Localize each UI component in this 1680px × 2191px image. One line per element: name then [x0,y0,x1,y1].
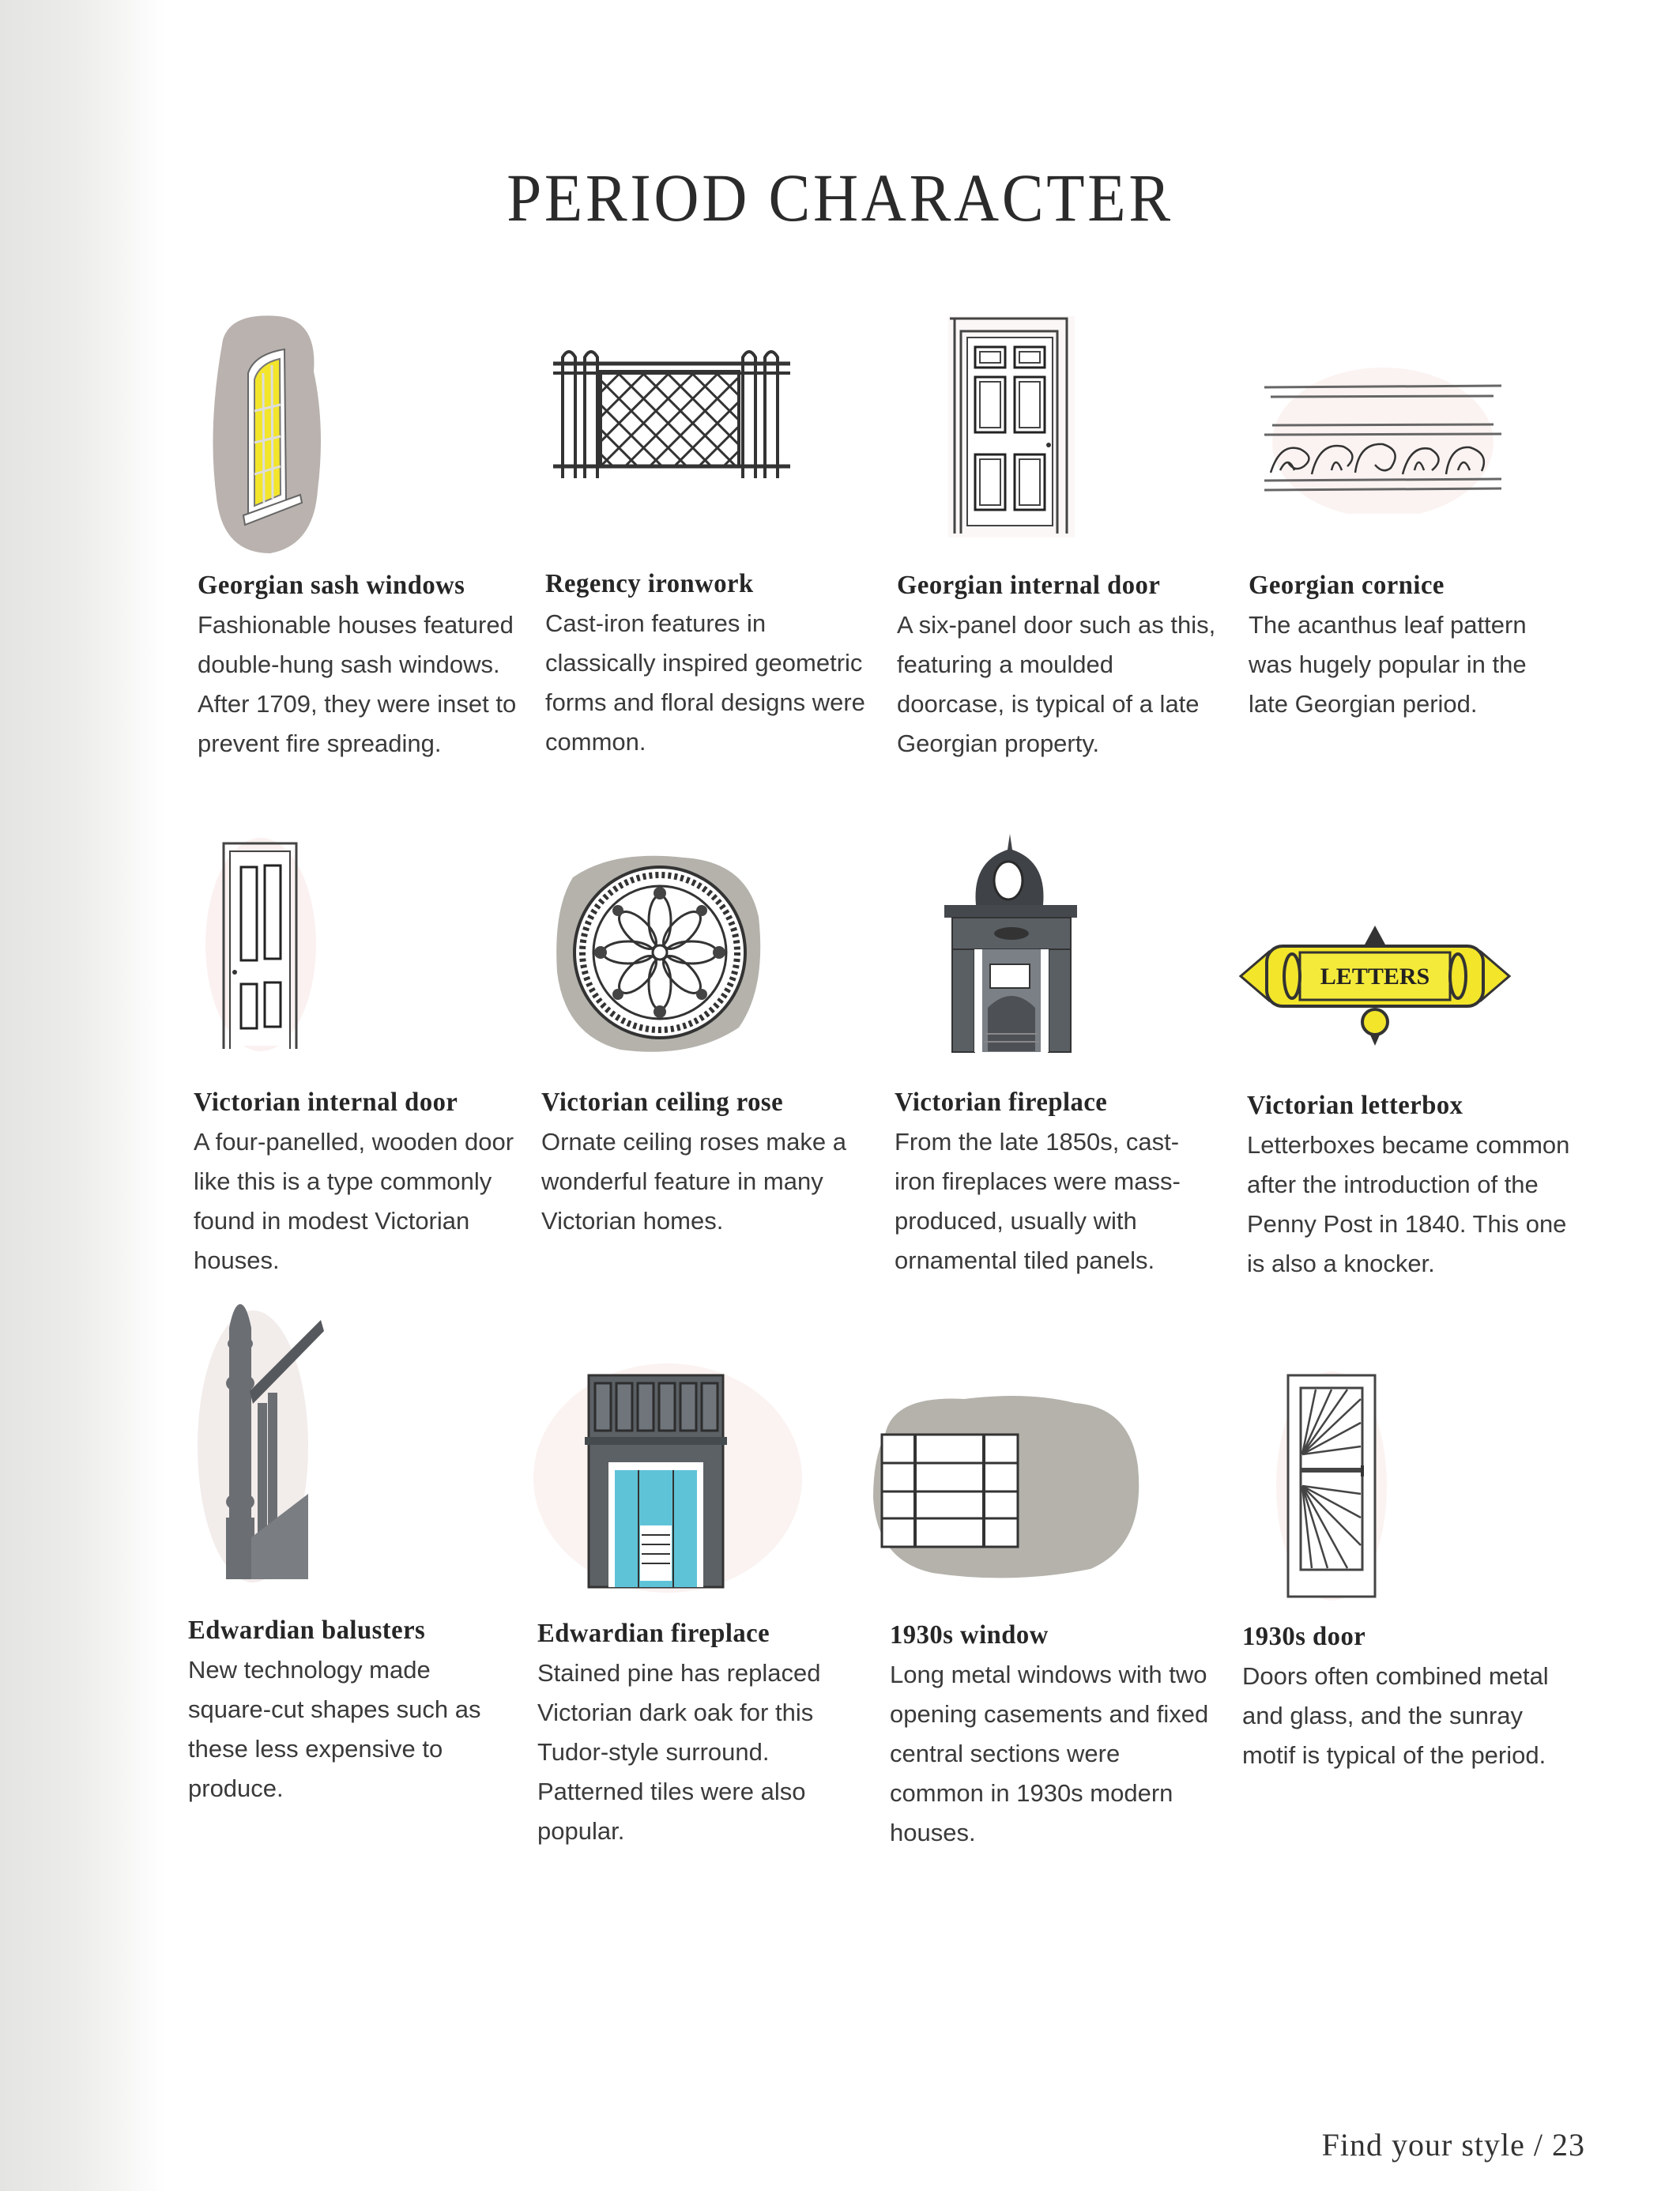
item-title: Victorian ceiling rose [541,1088,784,1117]
item-title: Victorian fireplace [895,1088,1108,1117]
cornice-icon [1256,356,1509,514]
item-victorian-internal-door [194,1088,518,1280]
item-description: A six-panel door such as this, featuring a moulded doorcase, is typical of a late Georgian property. [897,611,1216,757]
item-victorian-ceiling-rose [541,1088,865,1241]
item-victorian-fireplace [895,1088,1219,1280]
item-description: Ornate ceiling roses make a wonderful feature in many Victorian homes. [541,1128,846,1235]
letterbox-label: LETTERS [1320,964,1430,990]
six-panel-door-icon [940,312,1083,541]
item-title: Georgian sash windows [198,571,465,600]
item-description: Cast-iron features in classically inspired geometric forms and floral designs were common. [545,609,865,756]
item-regency-ironwork [545,569,869,762]
item-georgian-sash-windows [198,571,522,764]
item-title: Victorian letterbox [1247,1091,1463,1120]
item-title: 1930s window [890,1620,1049,1650]
item-description: The acanthus leaf pattern was hugely popular in the late Georgian period. [1249,611,1527,718]
letterbox-icon [1237,921,1513,1047]
sash-window-icon [207,308,333,561]
item-edwardian-balusters [188,1616,512,1808]
item-georgian-internal-door [897,571,1221,764]
item-description: Stained pine has replaced Victorian dark oak for this Tudor-style surround. Patterned tiles were also popular. [537,1659,821,1845]
item-title: Regency ironwork [545,569,754,598]
edwardian-fireplace-icon [529,1359,806,1597]
item-description: Long metal windows with two opening casements and fixed central sections were common in 1930s modern houses. [890,1661,1209,1846]
item-1930s-door [1242,1622,1566,1775]
item-title: Georgian cornice [1249,571,1445,600]
page-footer: Find your style / 23 [1321,2127,1585,2163]
item-description: From the late 1850s, cast-iron fireplaces were mass-produced, usually with ornamental tiled panels. [895,1128,1181,1274]
item-title: 1930s door [1242,1622,1366,1651]
item-description: Letterboxes became common after the introduction of the Penny Post in 1840. This one is also a knocker. [1247,1131,1570,1277]
page-gutter-shadow [0,0,166,2191]
item-description: A four-panelled, wooden door like this is a type commonly found in modest Victorian houses. [194,1128,514,1274]
item-description: Fashionable houses featured double-hung sash windows. After 1709, they were inset to prevent fire spreading. [198,611,517,757]
item-title: Edwardian fireplace [537,1619,770,1648]
page-title: PERIOD CHARACTER [507,160,1173,236]
ceiling-rose-icon [549,846,770,1059]
item-description: Doors often combined metal and glass, and the sunray motif is typical of the period. [1242,1662,1549,1769]
item-title: Victorian internal door [194,1088,458,1117]
item-title: Edwardian balusters [188,1616,426,1645]
item-title: Georgian internal door [897,571,1161,600]
metal-window-icon [869,1387,1170,1585]
balusters-icon [190,1296,340,1589]
four-panel-door-icon [202,834,320,1055]
item-georgian-cornice [1249,571,1573,724]
item-edwardian-fireplace [537,1619,861,1851]
item-victorian-letterbox [1247,1091,1571,1284]
sunray-door-icon [1272,1367,1391,1605]
item-1930s-window [890,1620,1214,1853]
ironwork-railing-icon [545,348,814,490]
item-description: New technology made square-cut shapes such as these less expensive to produce. [188,1656,481,1802]
victorian-fireplace-icon [929,830,1087,1059]
